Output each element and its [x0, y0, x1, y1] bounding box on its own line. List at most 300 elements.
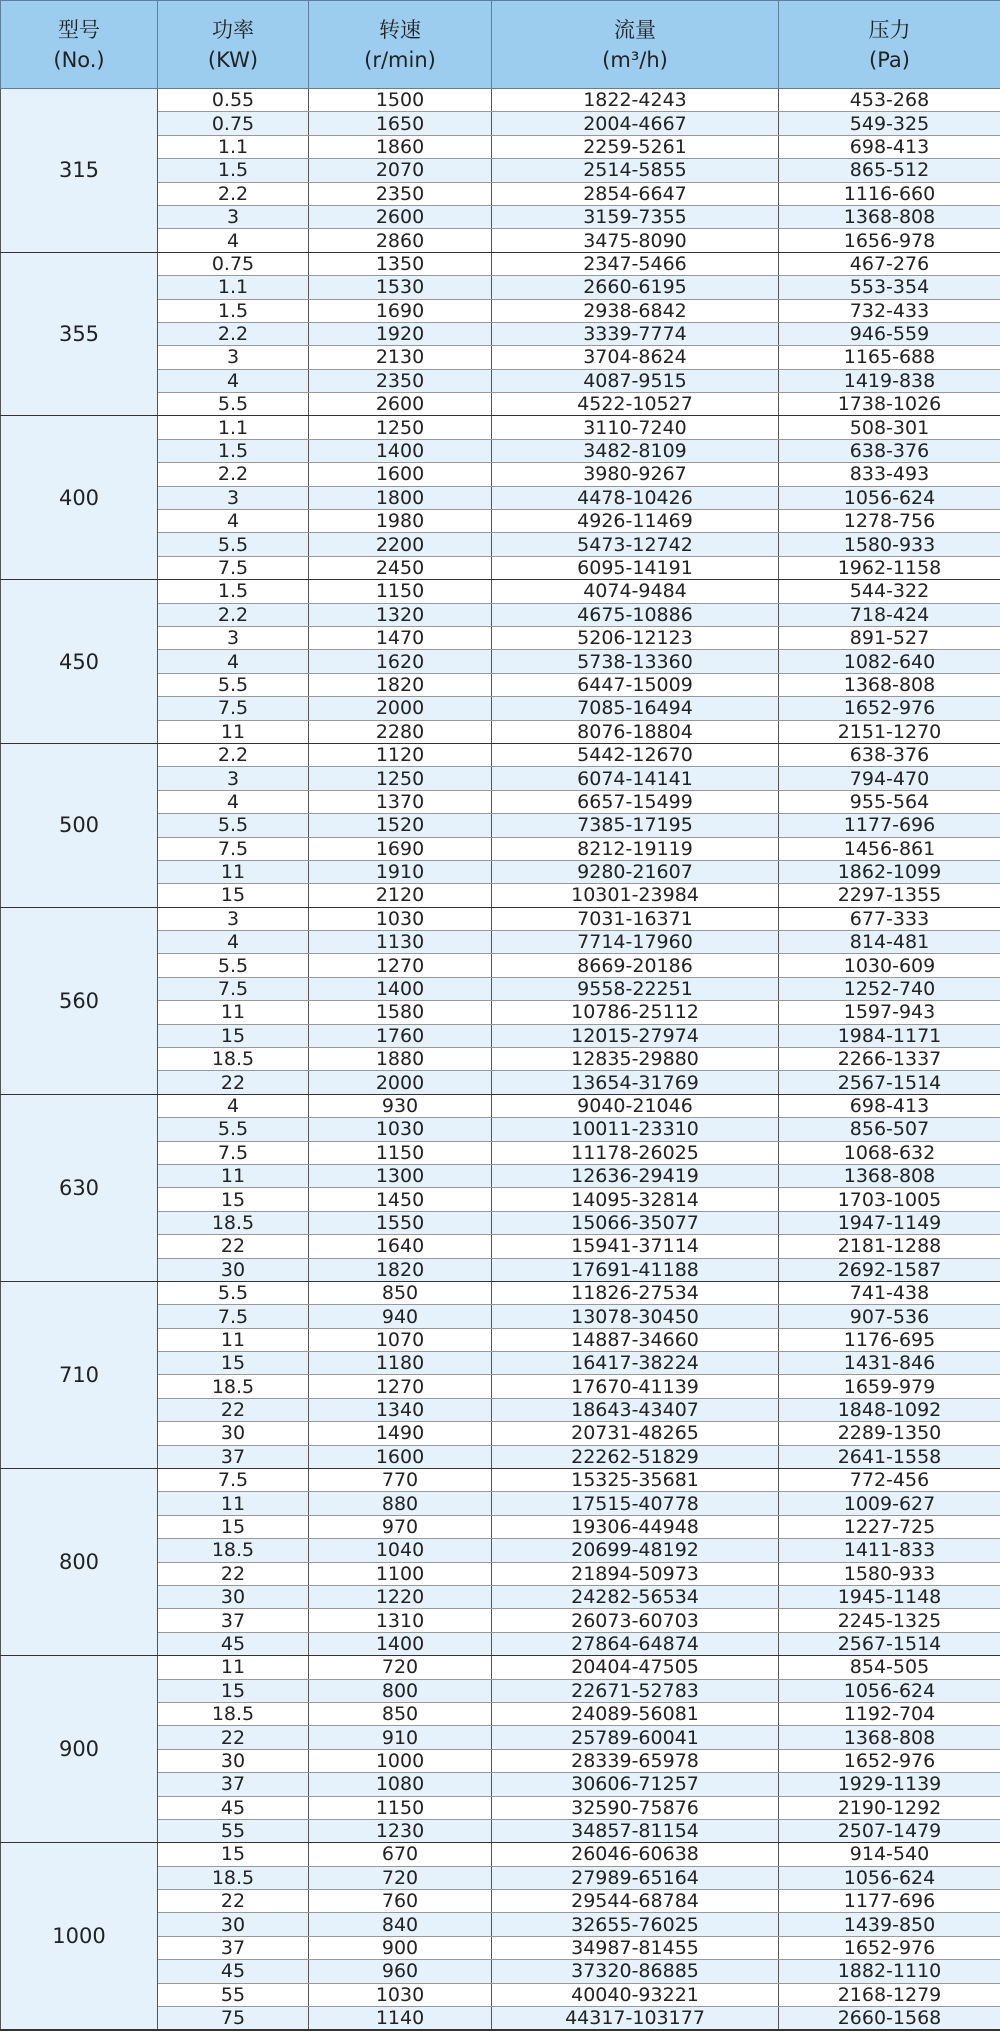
flow-cell: 3482-8109	[492, 439, 779, 462]
pressure-cell: 1056-624	[779, 486, 1000, 509]
flow-cell: 7714-17960	[492, 931, 779, 954]
pressure-cell: 2190-1292	[779, 1796, 1000, 1819]
pressure-cell: 741-438	[779, 1281, 1000, 1304]
flow-cell: 26073-60703	[492, 1609, 779, 1632]
speed-cell: 2000	[309, 697, 492, 720]
flow-cell: 4522-10527	[492, 393, 779, 416]
flow-cell: 3159-7355	[492, 205, 779, 228]
flow-cell: 32655-76025	[492, 1913, 779, 1936]
table-row	[1, 743, 1000, 766]
speed-cell: 1470	[309, 626, 492, 649]
speed-cell: 1820	[309, 673, 492, 696]
speed-cell: 1150	[309, 580, 492, 603]
flow-cell: 9040-21046	[492, 1094, 779, 1117]
power-cell: 45	[158, 1796, 309, 1819]
pressure-cell: 549-325	[779, 112, 1000, 135]
power-cell: 37	[158, 1773, 309, 1796]
speed-cell: 1180	[309, 1352, 492, 1375]
power-cell: 55	[158, 1983, 309, 2006]
speed-cell: 1250	[309, 416, 492, 439]
pressure-cell: 1439-850	[779, 1913, 1000, 1936]
speed-cell: 770	[309, 1469, 492, 1492]
table-row	[1, 1281, 1000, 1304]
speed-cell: 1270	[309, 954, 492, 977]
speed-cell: 1600	[309, 1445, 492, 1468]
pressure-cell: 2507-1479	[779, 1819, 1000, 1842]
power-cell: 3	[158, 346, 309, 369]
flow-cell: 30606-71257	[492, 1773, 779, 1796]
pressure-cell: 833-493	[779, 463, 1000, 486]
pressure-cell: 698-413	[779, 1094, 1000, 1117]
pressure-cell: 1656-978	[779, 229, 1000, 252]
flow-cell: 7031-16371	[492, 907, 779, 930]
power-cell: 4	[158, 650, 309, 673]
pressure-cell: 1227-725	[779, 1515, 1000, 1538]
pressure-cell: 677-333	[779, 907, 1000, 930]
pressure-cell: 1984-1171	[779, 1024, 1000, 1047]
power-cell: 18.5	[158, 1539, 309, 1562]
header-power	[158, 1, 309, 89]
pressure-cell: 1456-861	[779, 837, 1000, 860]
pressure-cell: 2168-1279	[779, 1983, 1000, 2006]
flow-cell: 28339-65978	[492, 1749, 779, 1772]
flow-cell: 6447-15009	[492, 673, 779, 696]
model-cell: 450	[1, 580, 158, 744]
flow-cell: 5738-13360	[492, 650, 779, 673]
power-cell: 37	[158, 1609, 309, 1632]
table-row	[1, 1094, 1000, 1117]
flow-cell: 15941-37114	[492, 1235, 779, 1258]
flow-cell: 25789-60041	[492, 1726, 779, 1749]
flow-cell: 27989-65164	[492, 1866, 779, 1889]
speed-cell: 1580	[309, 1001, 492, 1024]
power-cell: 0.75	[158, 252, 309, 275]
model-cell: 315	[1, 89, 158, 253]
flow-cell: 4087-9515	[492, 369, 779, 392]
flow-cell: 5442-12670	[492, 743, 779, 766]
pressure-cell: 955-564	[779, 790, 1000, 813]
power-cell: 7.5	[158, 556, 309, 579]
flow-cell: 17670-41139	[492, 1375, 779, 1398]
pressure-cell: 2245-1325	[779, 1609, 1000, 1632]
power-cell: 55	[158, 1819, 309, 1842]
flow-cell: 3110-7240	[492, 416, 779, 439]
flow-cell: 22671-52783	[492, 1679, 779, 1702]
header-power-en: (KW)	[207, 47, 259, 72]
speed-cell: 1820	[309, 1258, 492, 1281]
pressure-cell: 732-433	[779, 299, 1000, 322]
speed-cell: 1800	[309, 486, 492, 509]
speed-cell: 1400	[309, 439, 492, 462]
header-pressure-en: (Pa)	[869, 47, 910, 72]
header-speed-en: (r/min)	[364, 47, 436, 72]
pressure-cell: 1703-1005	[779, 1188, 1000, 1211]
pressure-cell: 1165-688	[779, 346, 1000, 369]
flow-cell: 44317-103177	[492, 2007, 779, 2031]
header-pressure	[779, 1, 1000, 89]
pressure-cell: 1962-1158	[779, 556, 1000, 579]
speed-cell: 1120	[309, 743, 492, 766]
pressure-cell: 1659-979	[779, 1375, 1000, 1398]
power-cell: 11	[158, 1164, 309, 1187]
power-cell: 22	[158, 1890, 309, 1913]
power-cell: 4	[158, 931, 309, 954]
flow-cell: 17691-41188	[492, 1258, 779, 1281]
flow-cell: 2347-5466	[492, 252, 779, 275]
model-cell: 500	[1, 743, 158, 907]
pressure-cell: 1278-756	[779, 510, 1000, 533]
power-cell: 4	[158, 510, 309, 533]
power-cell: 18.5	[158, 1702, 309, 1725]
speed-cell: 1400	[309, 977, 492, 1000]
pressure-cell: 1082-640	[779, 650, 1000, 673]
pressure-cell: 1580-933	[779, 1562, 1000, 1585]
flow-cell: 6074-14141	[492, 767, 779, 790]
pressure-cell: 1652-976	[779, 697, 1000, 720]
model-cell: 630	[1, 1094, 158, 1281]
power-cell: 15	[158, 1515, 309, 1538]
power-cell: 11	[158, 1328, 309, 1351]
pressure-cell: 1368-808	[779, 1164, 1000, 1187]
flow-cell: 11826-27534	[492, 1281, 779, 1304]
header-pressure-zh: 压力	[868, 17, 911, 42]
flow-cell: 15325-35681	[492, 1469, 779, 1492]
power-cell: 0.75	[158, 112, 309, 135]
pressure-cell: 946-559	[779, 322, 1000, 345]
pressure-cell: 2289-1350	[779, 1422, 1000, 1445]
flow-cell: 3704-8624	[492, 346, 779, 369]
flow-cell: 20731-48265	[492, 1422, 779, 1445]
pressure-cell: 2692-1587	[779, 1258, 1000, 1281]
flow-cell: 10786-25112	[492, 1001, 779, 1024]
power-cell: 5.5	[158, 673, 309, 696]
flow-cell: 12015-27974	[492, 1024, 779, 1047]
header-model-en: (No.)	[53, 47, 105, 72]
speed-cell: 2000	[309, 1071, 492, 1094]
speed-cell: 970	[309, 1515, 492, 1538]
model-cell: 355	[1, 252, 158, 416]
flow-cell: 2004-4667	[492, 112, 779, 135]
pressure-cell: 1882-1110	[779, 1960, 1000, 1983]
power-cell: 30	[158, 1749, 309, 1772]
flow-cell: 15066-35077	[492, 1211, 779, 1234]
pressure-cell: 1945-1148	[779, 1586, 1000, 1609]
pressure-cell: 1419-838	[779, 369, 1000, 392]
power-cell: 1.1	[158, 416, 309, 439]
pressure-cell: 544-322	[779, 580, 1000, 603]
speed-cell: 1270	[309, 1375, 492, 1398]
header-flow	[492, 1, 779, 89]
power-cell: 22	[158, 1726, 309, 1749]
model-cell: 1000	[1, 1843, 158, 2030]
pressure-cell: 508-301	[779, 416, 1000, 439]
speed-cell: 1230	[309, 1819, 492, 1842]
speed-cell: 1080	[309, 1773, 492, 1796]
flow-cell: 6095-14191	[492, 556, 779, 579]
flow-cell: 2514-5855	[492, 159, 779, 182]
power-cell: 5.5	[158, 814, 309, 837]
flow-cell: 26046-60638	[492, 1843, 779, 1866]
speed-cell: 2130	[309, 346, 492, 369]
power-cell: 18.5	[158, 1375, 309, 1398]
flow-cell: 2854-6647	[492, 182, 779, 205]
power-cell: 15	[158, 1843, 309, 1866]
flow-cell: 4074-9484	[492, 580, 779, 603]
power-cell: 22	[158, 1235, 309, 1258]
table-row	[1, 1843, 1000, 1866]
power-cell: 1.5	[158, 159, 309, 182]
flow-cell: 3980-9267	[492, 463, 779, 486]
pressure-cell: 1368-808	[779, 673, 1000, 696]
power-cell: 30	[158, 1422, 309, 1445]
speed-cell: 1370	[309, 790, 492, 813]
power-cell: 5.5	[158, 393, 309, 416]
speed-cell: 2450	[309, 556, 492, 579]
pressure-cell: 2641-1558	[779, 1445, 1000, 1468]
pressure-cell: 1192-704	[779, 1702, 1000, 1725]
speed-cell: 1040	[309, 1539, 492, 1562]
power-cell: 22	[158, 1398, 309, 1421]
flow-cell: 4675-10886	[492, 603, 779, 626]
power-cell: 30	[158, 1258, 309, 1281]
flow-cell: 11178-26025	[492, 1141, 779, 1164]
power-cell: 5.5	[158, 1118, 309, 1141]
table-row	[1, 252, 1000, 275]
power-cell: 11	[158, 1492, 309, 1515]
flow-cell: 2259-5261	[492, 135, 779, 158]
flow-cell: 9280-21607	[492, 860, 779, 883]
table-row	[1, 580, 1000, 603]
table-row	[1, 89, 1000, 112]
pressure-cell: 1177-696	[779, 1890, 1000, 1913]
pressure-cell: 854-505	[779, 1656, 1000, 1679]
pressure-cell: 1652-976	[779, 1749, 1000, 1772]
power-cell: 4	[158, 1094, 309, 1117]
power-cell: 11	[158, 720, 309, 743]
pressure-cell: 1652-976	[779, 1936, 1000, 1959]
speed-cell: 2600	[309, 205, 492, 228]
pressure-cell: 453-268	[779, 89, 1000, 112]
speed-cell: 1690	[309, 837, 492, 860]
flow-cell: 27864-64874	[492, 1632, 779, 1655]
speed-cell: 1530	[309, 276, 492, 299]
header-power-zh: 功率	[212, 17, 254, 42]
flow-cell: 12835-29880	[492, 1048, 779, 1071]
flow-cell: 32590-75876	[492, 1796, 779, 1819]
speed-cell: 1350	[309, 252, 492, 275]
power-cell: 3	[158, 626, 309, 649]
power-cell: 1.5	[158, 299, 309, 322]
speed-cell: 1400	[309, 1632, 492, 1655]
speed-cell: 1310	[309, 1609, 492, 1632]
power-cell: 15	[158, 1188, 309, 1211]
power-cell: 4	[158, 229, 309, 252]
pressure-cell: 2266-1337	[779, 1048, 1000, 1071]
flow-cell: 4478-10426	[492, 486, 779, 509]
speed-cell: 1980	[309, 510, 492, 533]
power-cell: 15	[158, 884, 309, 907]
speed-cell: 1860	[309, 135, 492, 158]
speed-cell: 670	[309, 1843, 492, 1866]
model-cell: 800	[1, 1469, 158, 1656]
speed-cell: 1650	[309, 112, 492, 135]
speed-cell: 2070	[309, 159, 492, 182]
speed-cell: 2350	[309, 369, 492, 392]
flow-cell: 14887-34660	[492, 1328, 779, 1351]
power-cell: 3	[158, 205, 309, 228]
flow-cell: 34857-81154	[492, 1819, 779, 1842]
speed-cell: 840	[309, 1913, 492, 1936]
pressure-cell: 914-540	[779, 1843, 1000, 1866]
speed-cell: 940	[309, 1305, 492, 1328]
pressure-cell: 794-470	[779, 767, 1000, 790]
pressure-cell: 891-527	[779, 626, 1000, 649]
pressure-cell: 865-512	[779, 159, 1000, 182]
pressure-cell: 1368-808	[779, 1726, 1000, 1749]
power-cell: 2.2	[158, 182, 309, 205]
speed-cell: 2120	[309, 884, 492, 907]
power-cell: 1.5	[158, 580, 309, 603]
model-cell: 710	[1, 1281, 158, 1468]
speed-cell: 880	[309, 1492, 492, 1515]
speed-cell: 1000	[309, 1749, 492, 1772]
power-cell: 5.5	[158, 954, 309, 977]
flow-cell: 29544-68784	[492, 1890, 779, 1913]
flow-cell: 2938-6842	[492, 299, 779, 322]
pressure-cell: 1056-624	[779, 1866, 1000, 1889]
power-cell: 7.5	[158, 697, 309, 720]
flow-cell: 20404-47505	[492, 1656, 779, 1679]
header-flow-en: (m³/h)	[602, 47, 668, 72]
flow-cell: 5473-12742	[492, 533, 779, 556]
flow-cell: 17515-40778	[492, 1492, 779, 1515]
speed-cell: 930	[309, 1094, 492, 1117]
pressure-cell: 1068-632	[779, 1141, 1000, 1164]
speed-cell: 1490	[309, 1422, 492, 1445]
flow-cell: 18643-43407	[492, 1398, 779, 1421]
speed-cell: 720	[309, 1866, 492, 1889]
flow-cell: 8212-19119	[492, 837, 779, 860]
pressure-cell: 2297-1355	[779, 884, 1000, 907]
header-model-zh: 型号	[58, 17, 100, 42]
power-cell: 45	[158, 1960, 309, 1983]
speed-cell: 2280	[309, 720, 492, 743]
power-cell: 18.5	[158, 1048, 309, 1071]
speed-cell: 910	[309, 1726, 492, 1749]
power-cell: 11	[158, 1001, 309, 1024]
speed-cell: 1520	[309, 814, 492, 837]
power-cell: 30	[158, 1913, 309, 1936]
flow-cell: 19306-44948	[492, 1515, 779, 1538]
pressure-cell: 1252-740	[779, 977, 1000, 1000]
power-cell: 5.5	[158, 1281, 309, 1304]
power-cell: 4	[158, 369, 309, 392]
speed-cell: 1340	[309, 1398, 492, 1421]
pressure-cell: 2151-1270	[779, 720, 1000, 743]
speed-cell: 1130	[309, 931, 492, 954]
speed-cell: 720	[309, 1656, 492, 1679]
flow-cell: 21894-50973	[492, 1562, 779, 1585]
pressure-cell: 638-376	[779, 743, 1000, 766]
power-cell: 7.5	[158, 837, 309, 860]
power-cell: 37	[158, 1445, 309, 1468]
pressure-cell: 1947-1149	[779, 1211, 1000, 1234]
pressure-cell: 1176-695	[779, 1328, 1000, 1351]
model-cell: 900	[1, 1656, 158, 1843]
speed-cell: 1300	[309, 1164, 492, 1187]
pressure-cell: 718-424	[779, 603, 1000, 626]
table-row	[1, 907, 1000, 930]
flow-cell: 12636-29419	[492, 1164, 779, 1187]
speed-cell: 1760	[309, 1024, 492, 1047]
flow-cell: 13654-31769	[492, 1071, 779, 1094]
power-cell: 7.5	[158, 1305, 309, 1328]
header-row	[1, 1, 1000, 89]
speed-cell: 1640	[309, 1235, 492, 1258]
pressure-cell: 2660-1568	[779, 2007, 1000, 2031]
power-cell: 15	[158, 1352, 309, 1375]
speed-cell: 1920	[309, 322, 492, 345]
power-cell: 1.5	[158, 439, 309, 462]
flow-cell: 4926-11469	[492, 510, 779, 533]
power-cell: 15	[158, 1024, 309, 1047]
power-cell: 37	[158, 1936, 309, 1959]
speed-cell: 2600	[309, 393, 492, 416]
speed-cell: 1030	[309, 1983, 492, 2006]
power-cell: 2.2	[158, 463, 309, 486]
pressure-cell: 1411-833	[779, 1539, 1000, 1562]
power-cell: 3	[158, 767, 309, 790]
power-cell: 22	[158, 1562, 309, 1585]
speed-cell: 1070	[309, 1328, 492, 1351]
pressure-cell: 698-413	[779, 135, 1000, 158]
speed-cell: 1150	[309, 1141, 492, 1164]
power-cell: 4	[158, 790, 309, 813]
power-cell: 11	[158, 1656, 309, 1679]
speed-cell: 1880	[309, 1048, 492, 1071]
flow-cell: 7385-17195	[492, 814, 779, 837]
speed-cell: 900	[309, 1936, 492, 1959]
flow-cell: 6657-15499	[492, 790, 779, 813]
pressure-cell: 772-456	[779, 1469, 1000, 1492]
power-cell: 0.55	[158, 89, 309, 112]
table-row	[1, 1656, 1000, 1679]
speed-cell: 2350	[309, 182, 492, 205]
pressure-cell: 1368-808	[779, 205, 1000, 228]
speed-cell: 1910	[309, 860, 492, 883]
pressure-cell: 1738-1026	[779, 393, 1000, 416]
speed-cell: 850	[309, 1281, 492, 1304]
flow-cell: 24089-56081	[492, 1702, 779, 1725]
speed-cell: 1100	[309, 1562, 492, 1585]
speed-cell: 1030	[309, 907, 492, 930]
power-cell: 18.5	[158, 1211, 309, 1234]
header-model	[1, 1, 158, 89]
power-cell: 1.1	[158, 135, 309, 158]
power-cell: 15	[158, 1679, 309, 1702]
flow-cell: 13078-30450	[492, 1305, 779, 1328]
speed-cell: 1030	[309, 1118, 492, 1141]
speed-cell: 1550	[309, 1211, 492, 1234]
power-cell: 3	[158, 907, 309, 930]
power-cell: 7.5	[158, 977, 309, 1000]
pressure-cell: 1848-1092	[779, 1398, 1000, 1421]
power-cell: 5.5	[158, 533, 309, 556]
table-row	[1, 416, 1000, 439]
pressure-cell: 814-481	[779, 931, 1000, 954]
pressure-cell: 1597-943	[779, 1001, 1000, 1024]
speed-cell: 960	[309, 1960, 492, 1983]
